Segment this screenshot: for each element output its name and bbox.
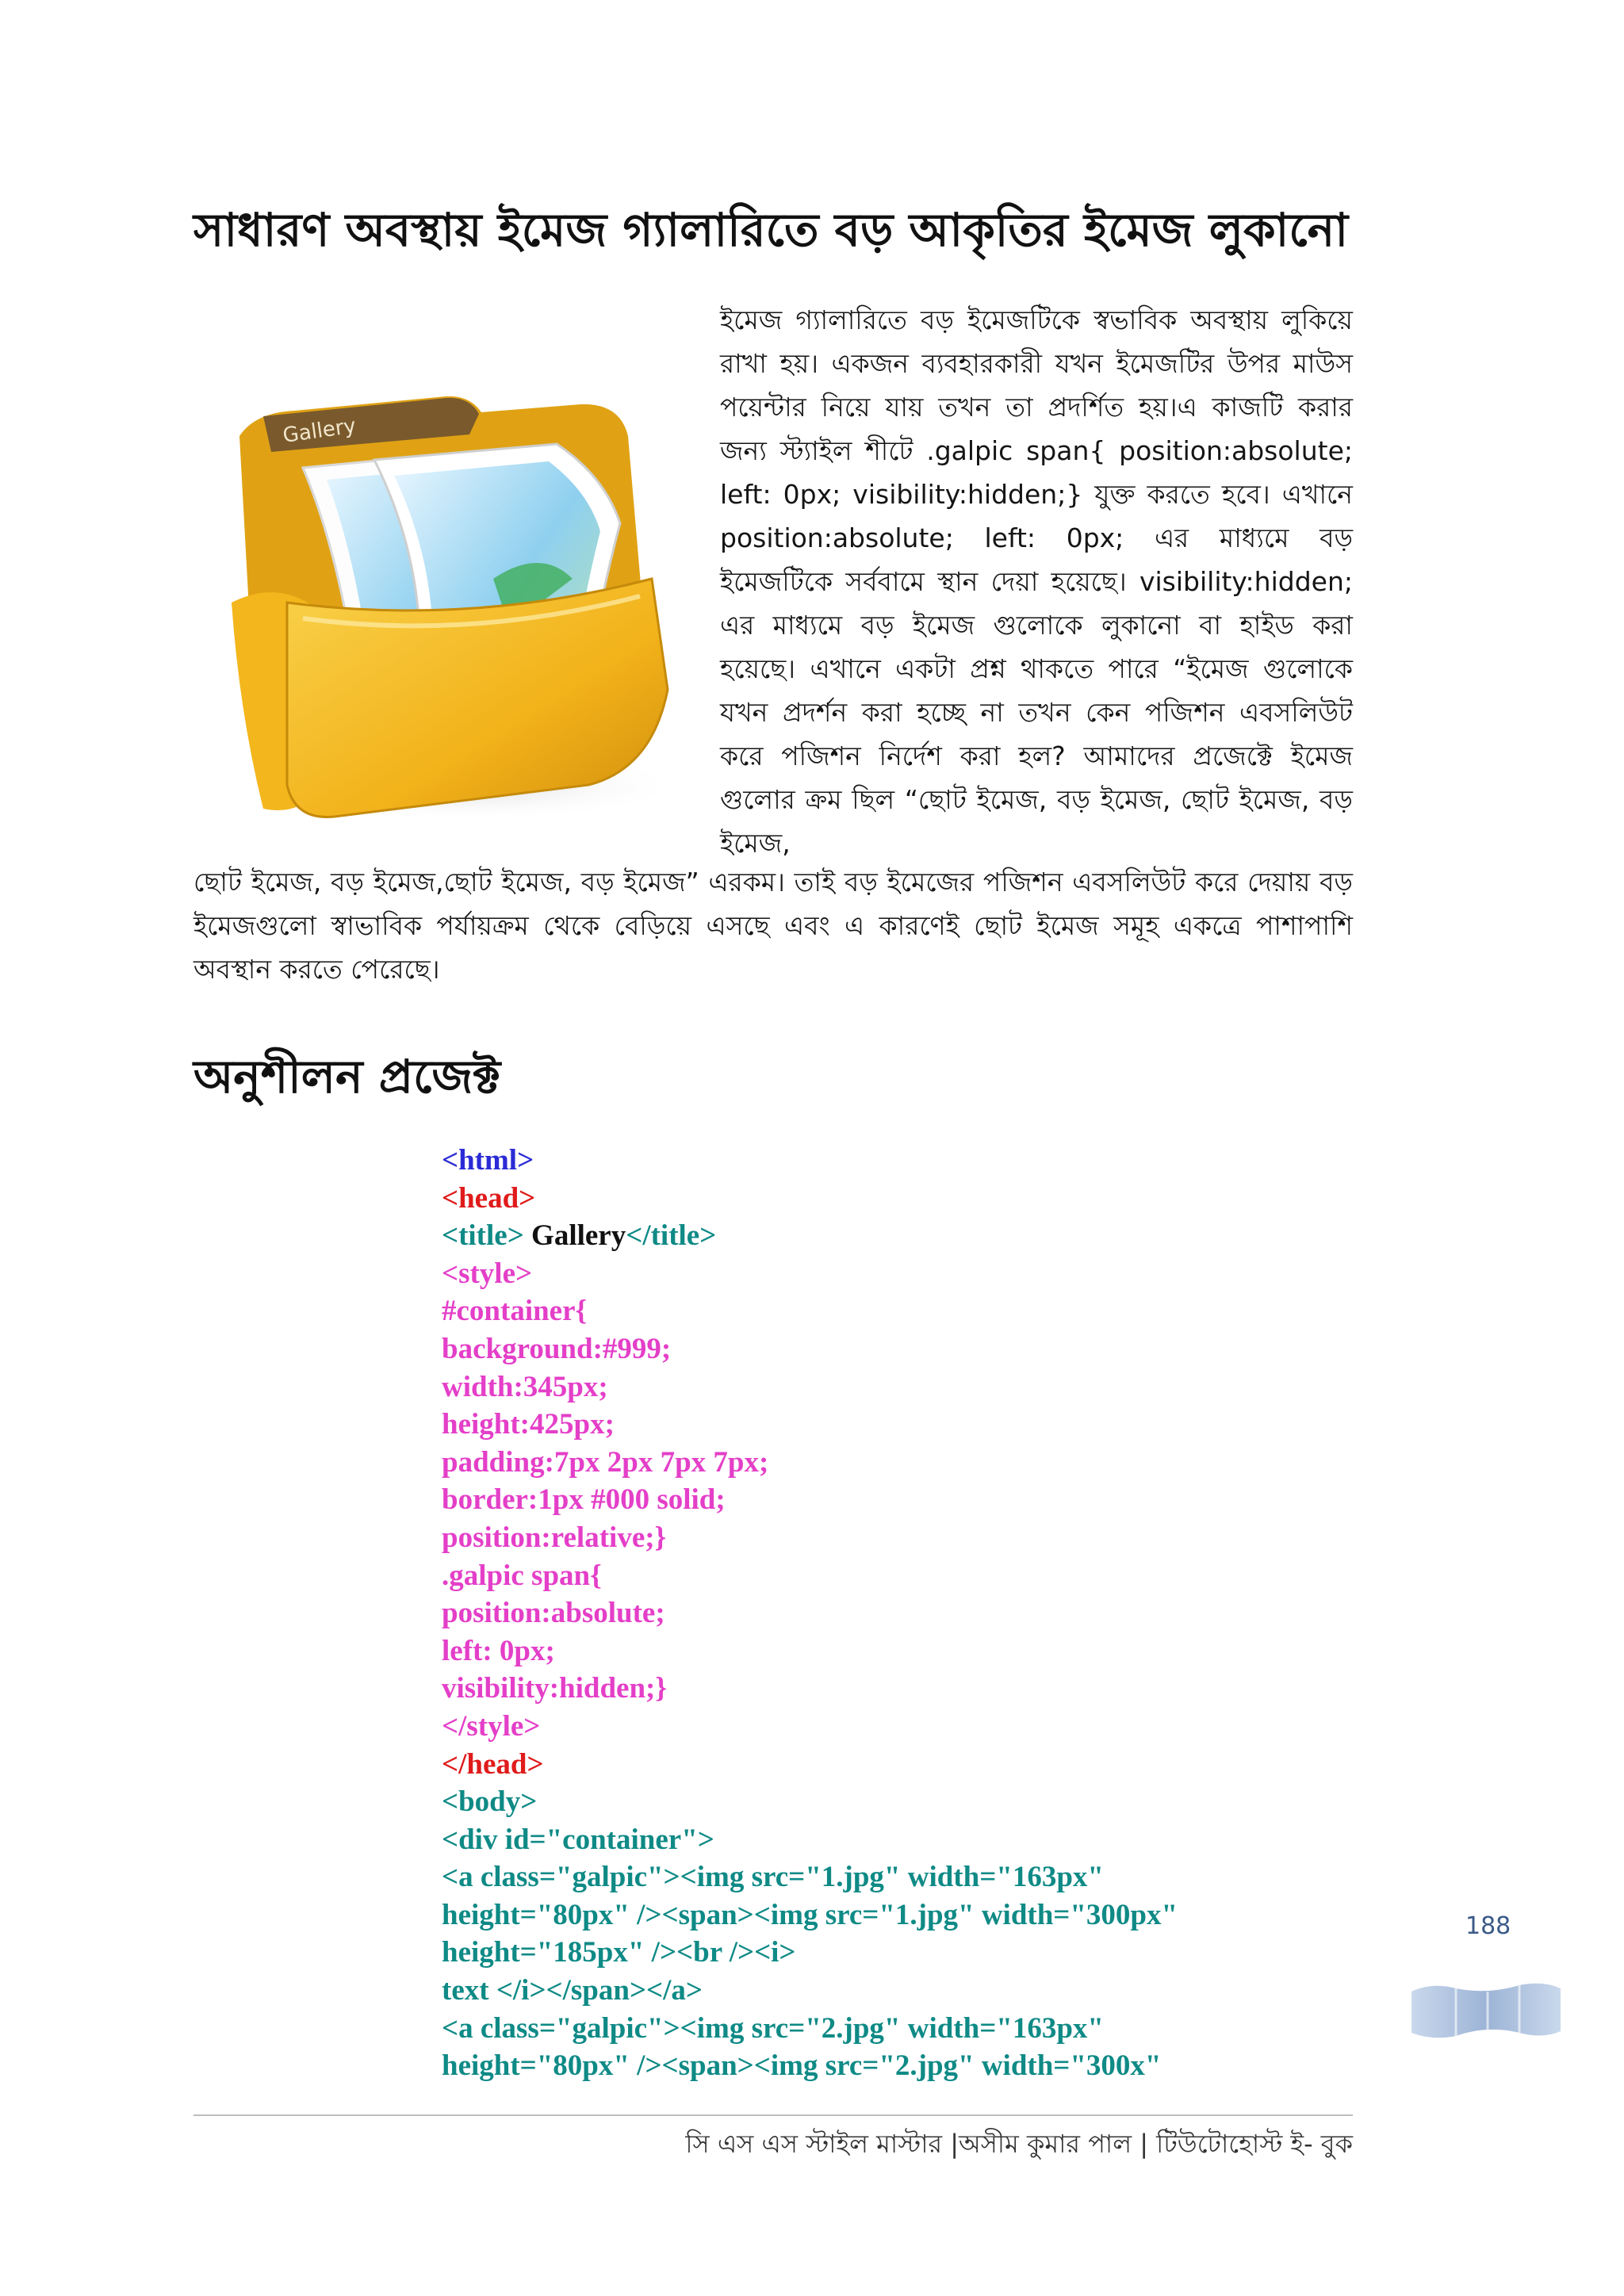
code-line: position:relative;} xyxy=(442,1521,667,1554)
paragraph-full: ছোট ইমেজ, বড় ইমেজ,ছোট ইমেজ, বড় ইমেজ” এরকম। তাই বড় ইমেজের পজিশন এবসলিউট করে দেয়ায় বড় ইমেজগুলো স্বাভাবিক পর্যায়ক্রম থেকে বেড়িয়ে এসছে এবং এ কারণেই ছোট ইমেজ সমূহ একত্রে পাশাপাশি অবস্থান করতে পেরেছে। xyxy=(193,867,1353,985)
code-line: width:345px; xyxy=(442,1370,608,1403)
code-line: position:absolute; xyxy=(442,1597,665,1630)
code-line: <body> xyxy=(442,1785,538,1819)
code-line: background:#999; xyxy=(442,1332,672,1365)
code-line: height="185px" /><br /><i> xyxy=(442,1936,796,1969)
code-line: padding:7px 2px 7px 7px; xyxy=(442,1445,769,1479)
code-line: <a class="galpic"><img src="1.jpg" width="163px" xyxy=(442,1861,1104,1894)
code-line: <a class="galpic"><img src="2.jpg" width="163px" xyxy=(442,2011,1104,2045)
code-listing xyxy=(442,1142,1393,2085)
code-line: <div id="container"> xyxy=(442,1823,714,1856)
code-line: <head> xyxy=(442,1181,536,1215)
code-line: .galpic span{ xyxy=(442,1559,602,1592)
code-line: left: 0px; xyxy=(442,1634,555,1667)
code-token: </title> xyxy=(626,1219,717,1253)
code-line: </head> xyxy=(442,1747,544,1781)
page-tab-decoration xyxy=(1408,1980,1564,2041)
code-line: visibility:hidden;} xyxy=(442,1672,667,1705)
footer-divider xyxy=(193,2114,1353,2116)
gallery-folder-image xyxy=(208,341,699,832)
code-line: height:425px; xyxy=(442,1408,615,1441)
code-line: #container{ xyxy=(442,1295,588,1328)
code-line: height="80px" /><span><img src="1.jpg" width="300px" xyxy=(442,1898,1178,1931)
code-token: <title> xyxy=(442,1219,524,1253)
paragraph-wrapped: ইমেজ গ্যালারিতে বড় ইমেজটিকে স্বভাবিক অবস্থায় লুকিয়ে রাখা হয়। একজন ব্যবহারকারী যখন ইমেজটির উপর মাউস পয়েন্টার নিয়ে যায় তখন তা প্রদর্শিত হয়।এ কাজটি করার জন্য স্ট্যাইল শীটে .galpic span{ position:absolute; left: 0px; visibility:hidden;} যুক্ত করতে হবে। এখানে position:absolute; left: 0px; এর মাধ্যমে বড় ইমেজটিকে সর্ববামে স্থান দেয়া হয়েছে। visibility:hidden; এর মাধ্যমে বড় ইমেজ গুলোকে লুকানো বা হাইড করা হয়েছে। এখানে একটা প্রশ্ন থাকতে পারে “ইমেজ গুলোকে যখন প্রদর্শন করা হচ্ছে না তখন কেন পজিশন এবসলিউট করে পজিশন নির্দেশ করা হল? আমাদের প্রজেক্টে ইমেজ গুলোর ক্রম ছিল “ছোট ইমেজ, বড় ইমেজ, ছোট ইমেজ, বড় ইমেজ, xyxy=(720,304,1353,859)
code-line: border:1px #000 solid; xyxy=(442,1483,726,1517)
section-title-practice: অনুশীলন প্রজেক্ট xyxy=(193,1050,501,1104)
code-line xyxy=(442,1217,1393,1255)
code-line: text </i></span></a> xyxy=(442,1974,703,2007)
footer-text: সি এস এস স্টাইল মাস্টার |অসীম কুমার পাল | টিউটোহোস্ট ই- বুক xyxy=(685,2129,1353,2159)
code-line: <style> xyxy=(442,1257,533,1290)
section-title: সাধারণ অবস্থায় ইমেজ গ্যালারিতে বড় আকৃতির ইমেজ লুকানো xyxy=(193,203,1349,257)
code-line: height="80px" /><span><img src="2.jpg" width="300x" xyxy=(442,2049,1162,2083)
code-token: Gallery xyxy=(523,1219,626,1253)
gallery-label: Gallery xyxy=(281,414,358,448)
page-number: 188 xyxy=(1465,1912,1511,1940)
code-line: </style> xyxy=(442,1709,541,1743)
code-line: <html> xyxy=(442,1144,534,1177)
